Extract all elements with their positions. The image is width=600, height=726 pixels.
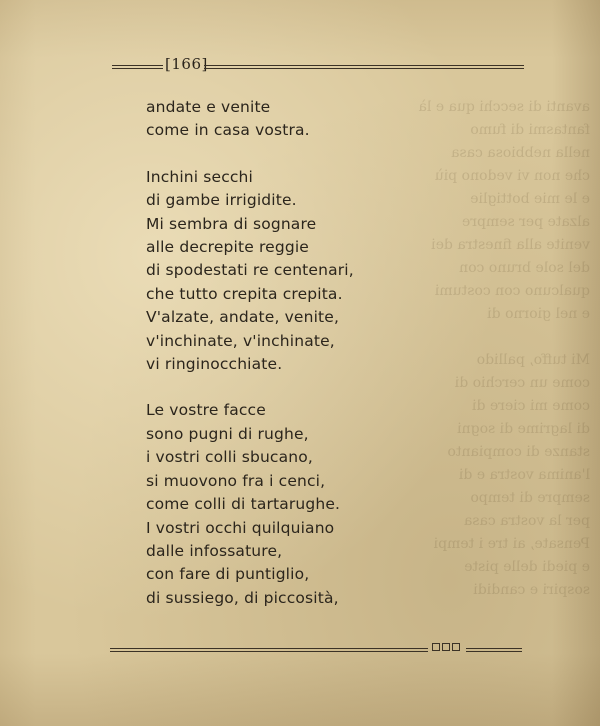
page-footer [110, 643, 522, 659]
poem-line: vi ringinocchiate. [146, 355, 283, 374]
footer-rule [110, 648, 428, 652]
footer-ornament [432, 643, 460, 651]
poem-line: che tutto crepita crepita. [146, 284, 343, 303]
stanza [146, 96, 354, 143]
ornament-square-icon [442, 643, 450, 651]
poem-line: come colli di tartarughe. [146, 495, 341, 514]
poem-body [146, 96, 354, 633]
stanza [146, 399, 354, 610]
poem-line: di spodestati re centenari, [146, 261, 354, 280]
poem-line: Inchini secchi [146, 167, 253, 186]
poem-line: di gambe irrigidite. [146, 191, 297, 210]
poem-line: Le vostre facce [146, 401, 266, 420]
poem-line: i vostri colli sbucano, [146, 448, 313, 467]
poem-line: v'inchinate, v'inchinate, [146, 331, 335, 350]
page-header [112, 55, 524, 77]
poem-line: I vostri occhi quilquiano [146, 518, 335, 537]
ornament-square-icon [432, 643, 440, 651]
stanza [146, 166, 354, 377]
header-rule-right [204, 65, 524, 69]
header-rule-left [112, 65, 163, 69]
poem-line: come in casa vostra. [146, 121, 310, 140]
poem-line: V'alzate, andate, venite, [146, 308, 340, 327]
poem-line: sono pugni di rughe, [146, 424, 309, 443]
poem-line: si muovono fra i cenci, [146, 471, 326, 490]
poem-line: con fare di puntiglio, [146, 565, 310, 584]
ornament-square-icon [452, 643, 460, 651]
footer-rule-end [466, 648, 522, 652]
poem-line: andate e venite [146, 98, 271, 116]
poem-line: di sussiego, di piccosità, [146, 588, 339, 607]
poem-line: dalle infossature, [146, 541, 283, 560]
bleed-through-text: avanti di secchi qua e là fantasmi di fumo nella nebbiosa casa che non vi vedono più e le mie bottiglie alzate per sempre venite alla finestra dei del sole bruno con qualcuno con costumi e nel giorno di Mi tuffo, pallido come un cerchio di come mi ciere di di lagrime di sogni stanze di compianto l'anima vostra e di sempre di tempo per la vostra casa Pensate, ai tre i tempi e piedi delle piste sospiri e candidi [418, 99, 590, 598]
poem-line: alle decrepite reggie [146, 238, 309, 257]
page-number: [166] [165, 55, 208, 73]
poem-line: Mi sembra di sognare [146, 214, 317, 233]
